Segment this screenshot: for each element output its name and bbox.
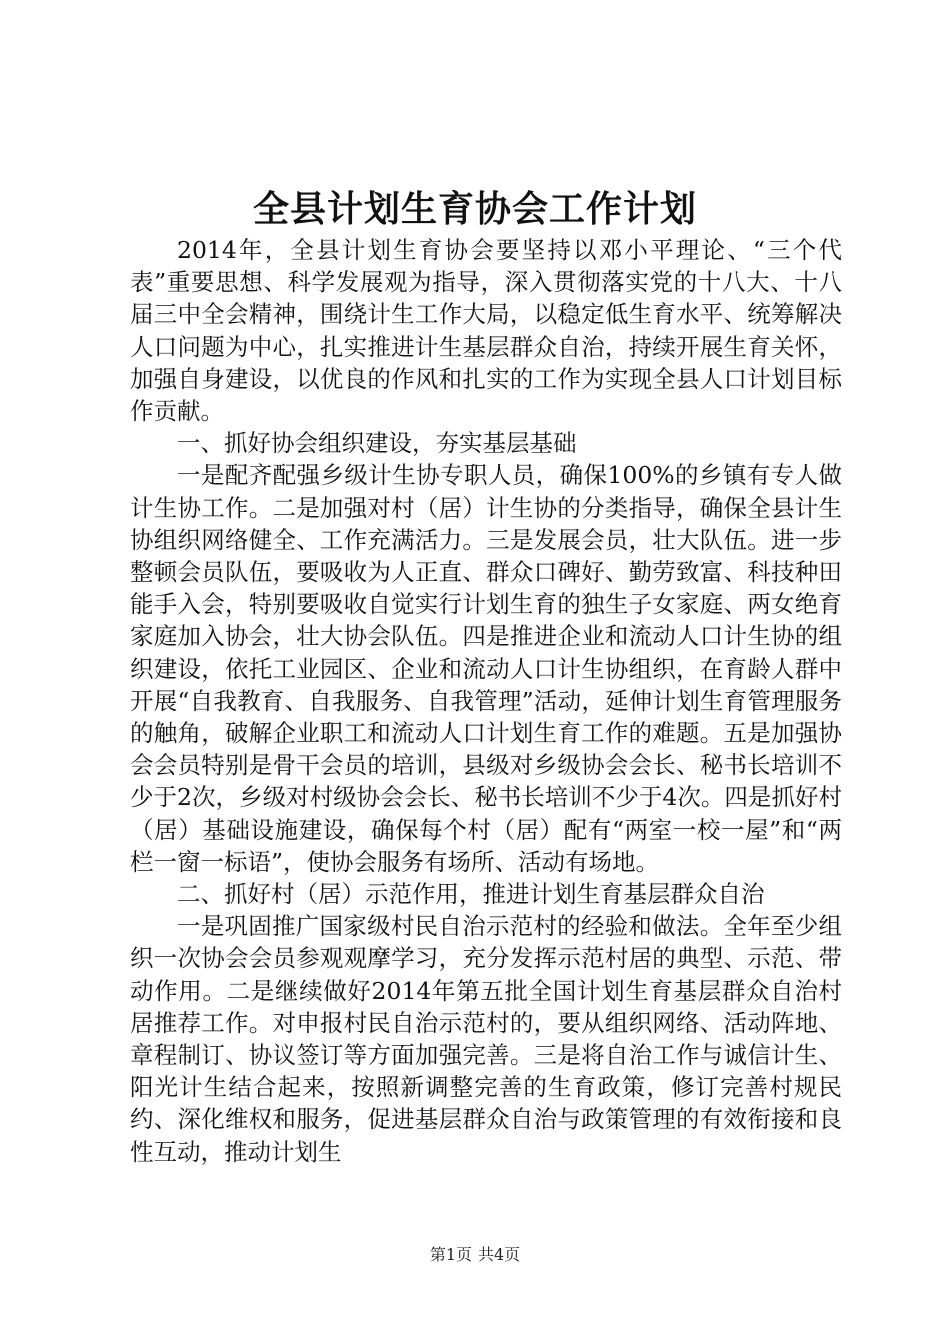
section-1-paragraph: 一是配齐配强乡级计生协专职人员，确保100%的乡镇有专人做计生协工作。二是加强对村（居）计生协的分类指导，确保全县计生协组织网络健全、工作充满活力。三是发展会员，壮大队伍。进一步整顿会员队伍，要吸收为人正直、群众口碑好、勤劳致富、科技种田能手入会，特别要吸收自觉实行计划生育的独生子女家庭、两女绝育家庭加入协会，壮大协会队伍。四是推进企业和流动人口计生协的组织建设，依托工业园区、企业和流动人口计生协组织，在育龄人群中开展“自我教育、自我服务、自我管理”活动，延伸计划生育管理服务的触角，破解企业职工和流动人口计划生育工作的难题。五是加强协会会员特别是骨干会员的培训，县级对乡级协会会长、秘书长培训不少于2次，乡级对村级协会会长、秘书长培训不少于4次。四是抓好村（居）基础设施建设，确保每个村（居）配有“两室一校一屋”和“两栏一窗一标语”，使协会服务有场所、活动有场地。: [130, 461, 842, 876]
page-number: 第1页: [429, 1245, 472, 1264]
section-heading-2: 二、抓好村（居）示范作用，推进计划生育基层群众自治: [177, 880, 765, 909]
section-heading-1: 一、抓好协会组织建设，夯实基层基础: [177, 429, 577, 458]
page-footer: [0, 1244, 950, 1266]
intro-paragraph: 2014年，全县计划生育协会要坚持以邓小平理论、“三个代表”重要思想、科学发展观为指导，深入贯彻落实党的十八大、十八届三中全会精神，围绕计生工作大局，以稳定低生育水平、统筹解决人口问题为中心，扎实推进计生基层群众自治，持续开展生育关怀，加强自身建设，以优良的作风和扎实的工作为实现全县人口计划目标作贡献。: [130, 236, 842, 426]
section-2-paragraph: 一是巩固推广国家级村民自治示范村的经验和做法。全年至少组织一次协会会员参观观摩学习，充分发挥示范村居的典型、示范、带动作用。二是继续做好2014年第五批全国计划生育基层群众自治村居推荐工作。对申报村民自治示范村的，要从组织网络、活动阵地、章程制订、协议签订等方面加强完善。三是将自治工作与诚信计生、阳光计生结合起来，按照新调整完善的生育政策，修订完善村规民约、深化维权和服务，促进基层群众自治与政策管理的有效衔接和良性互动，推动计划生: [130, 912, 842, 1166]
document-title: 全县计划生育协会工作计划: [252, 188, 697, 230]
document-body: [130, 234, 842, 1168]
page-total: 共4页: [478, 1245, 521, 1264]
